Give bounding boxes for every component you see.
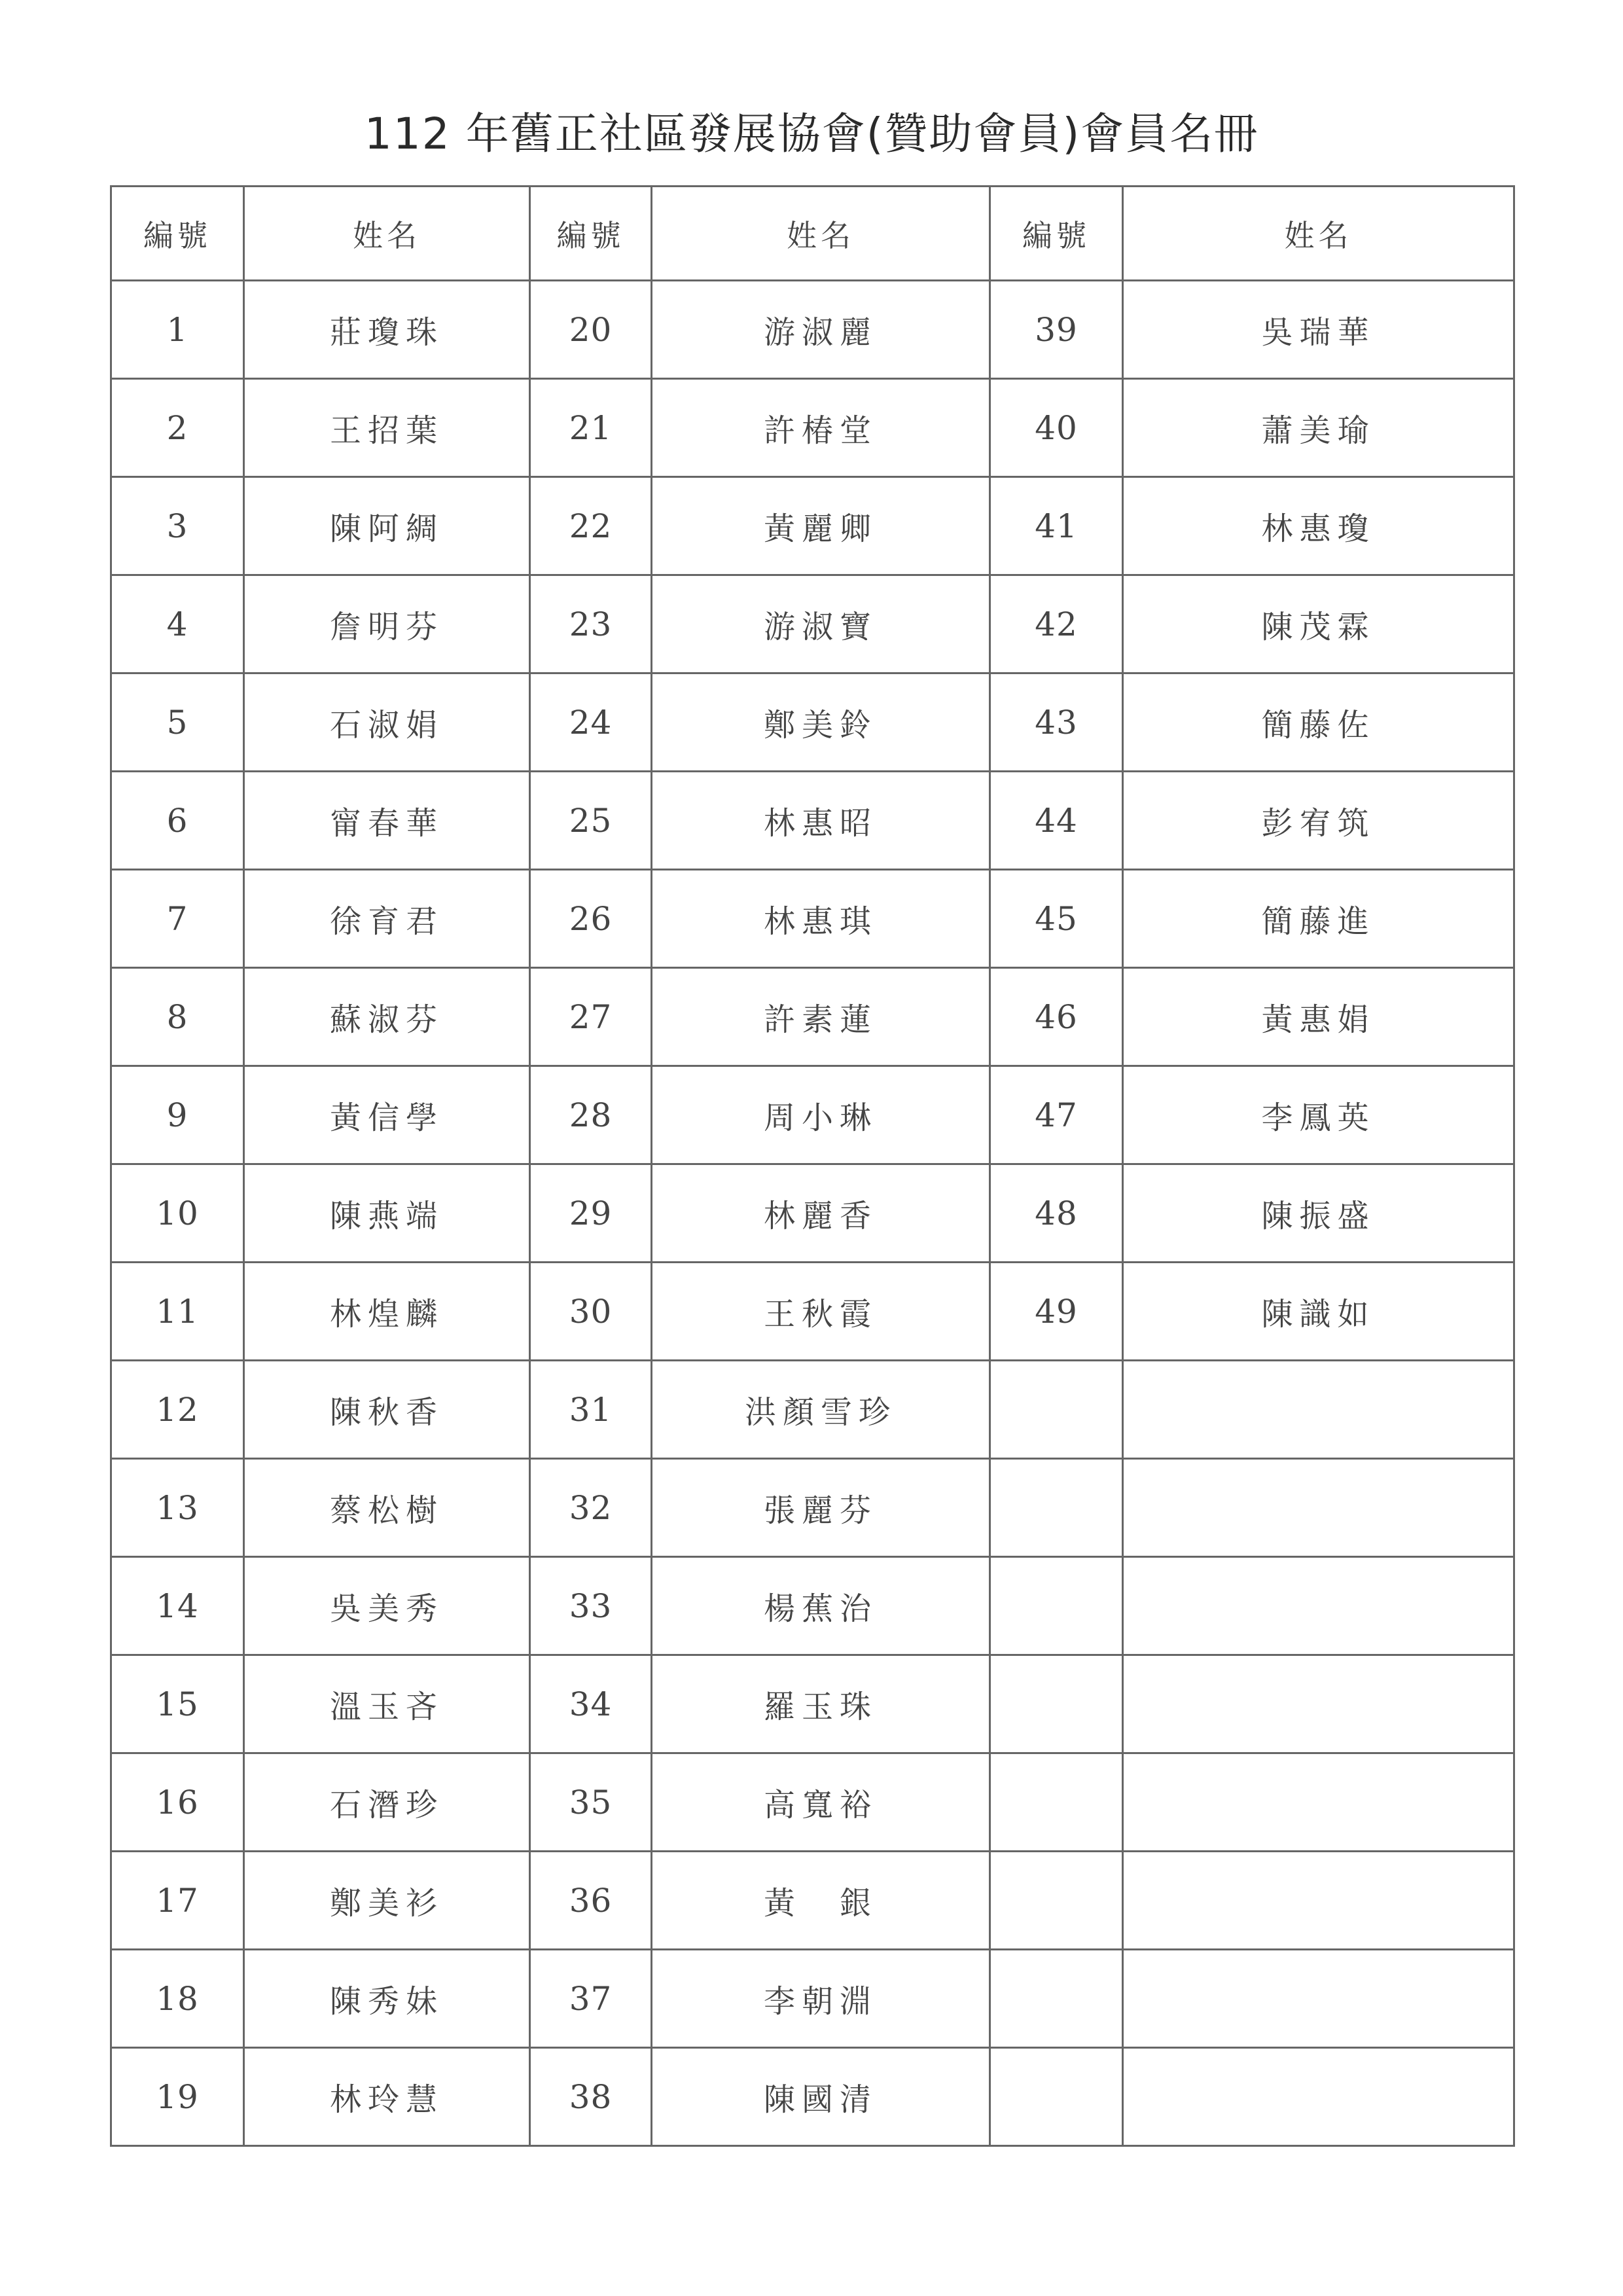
- member-number: 11: [111, 1263, 244, 1361]
- member-name: 林惠昭: [652, 772, 990, 870]
- member-number: 33: [530, 1557, 652, 1655]
- member-name: [1123, 1852, 1514, 1950]
- member-number: 9: [111, 1066, 244, 1164]
- member-number: 30: [530, 1263, 652, 1361]
- member-name: 黃惠娟: [1123, 968, 1514, 1066]
- member-name: 徐育君: [244, 870, 530, 968]
- member-name: 許素蓮: [652, 968, 990, 1066]
- table-row: [111, 379, 1514, 477]
- member-number: 1: [111, 281, 244, 379]
- member-number: 49: [990, 1263, 1123, 1361]
- member-number: 23: [530, 575, 652, 673]
- member-number: 48: [990, 1164, 1123, 1263]
- table-row: [111, 968, 1514, 1066]
- member-name: 詹明芬: [244, 575, 530, 673]
- member-number: 13: [111, 1459, 244, 1557]
- table-row: [111, 1753, 1514, 1852]
- member-name: 游淑麗: [652, 281, 990, 379]
- table-row: [111, 673, 1514, 772]
- member-name: 陳振盛: [1123, 1164, 1514, 1263]
- member-number: [990, 1753, 1123, 1852]
- member-number: 16: [111, 1753, 244, 1852]
- member-number: 18: [111, 1950, 244, 2048]
- member-number: 22: [530, 477, 652, 575]
- member-number: [990, 1459, 1123, 1557]
- member-name: 李鳳英: [1123, 1066, 1514, 1164]
- member-name: 林煌麟: [244, 1263, 530, 1361]
- table-row: [111, 1950, 1514, 2048]
- table-row: [111, 1066, 1514, 1164]
- member-name: 楊蕉治: [652, 1557, 990, 1655]
- member-number: 46: [990, 968, 1123, 1066]
- member-name: 王招葉: [244, 379, 530, 477]
- table-row: [111, 1459, 1514, 1557]
- member-number: 5: [111, 673, 244, 772]
- member-name: 黃 銀: [652, 1852, 990, 1950]
- member-name: 陳秋香: [244, 1361, 530, 1459]
- member-number: 37: [530, 1950, 652, 2048]
- member-number: 43: [990, 673, 1123, 772]
- member-number: 34: [530, 1655, 652, 1753]
- member-number: 15: [111, 1655, 244, 1753]
- member-number: 47: [990, 1066, 1123, 1164]
- table-row: [111, 1263, 1514, 1361]
- member-name: 陳燕端: [244, 1164, 530, 1263]
- table-row: [111, 1361, 1514, 1459]
- member-roster-table: [110, 185, 1515, 2147]
- member-name: 林惠瓊: [1123, 477, 1514, 575]
- member-number: 35: [530, 1753, 652, 1852]
- member-number: 38: [530, 2048, 652, 2146]
- member-name: 張麗芬: [652, 1459, 990, 1557]
- member-name: 溫玉吝: [244, 1655, 530, 1753]
- member-number: [990, 1655, 1123, 1753]
- member-name: 鄭美鈴: [652, 673, 990, 772]
- member-number: 25: [530, 772, 652, 870]
- member-name: 李朝淵: [652, 1950, 990, 2048]
- member-name: 彭宥筑: [1123, 772, 1514, 870]
- member-name: 甯春華: [244, 772, 530, 870]
- table-row: [111, 1852, 1514, 1950]
- member-number: 20: [530, 281, 652, 379]
- member-number: [990, 1557, 1123, 1655]
- table-row: [111, 281, 1514, 379]
- member-name: 周小琳: [652, 1066, 990, 1164]
- member-number: [990, 1361, 1123, 1459]
- member-number: 45: [990, 870, 1123, 968]
- member-number: 12: [111, 1361, 244, 1459]
- member-name: 陳秀妹: [244, 1950, 530, 2048]
- member-name: 林玲慧: [244, 2048, 530, 2146]
- member-name: [1123, 2048, 1514, 2146]
- member-name: 黃信學: [244, 1066, 530, 1164]
- member-number: 10: [111, 1164, 244, 1263]
- member-number: [990, 1852, 1123, 1950]
- header-name: 姓名: [652, 187, 990, 281]
- table-row: [111, 477, 1514, 575]
- member-number: 36: [530, 1852, 652, 1950]
- member-name: 陳識如: [1123, 1263, 1514, 1361]
- member-number: 28: [530, 1066, 652, 1164]
- member-name: 鄭美衫: [244, 1852, 530, 1950]
- document-title: 112 年舊正社區發展協會(贊助會員)會員名冊: [364, 109, 1259, 159]
- member-number: 2: [111, 379, 244, 477]
- table-row: [111, 2048, 1514, 2146]
- member-name: 王秋霞: [652, 1263, 990, 1361]
- header-name: 姓名: [1123, 187, 1514, 281]
- member-number: 31: [530, 1361, 652, 1459]
- member-name: 簡藤進: [1123, 870, 1514, 968]
- member-name: 許椿堂: [652, 379, 990, 477]
- header-name: 姓名: [244, 187, 530, 281]
- member-name: 蘇淑芬: [244, 968, 530, 1066]
- member-name: 吳瑞華: [1123, 281, 1514, 379]
- member-name: 簡藤佐: [1123, 673, 1514, 772]
- member-name: 高寬裕: [652, 1753, 990, 1852]
- table-row: [111, 870, 1514, 968]
- member-name: 洪顏雪珍: [652, 1361, 990, 1459]
- member-name: 莊瓊珠: [244, 281, 530, 379]
- header-number: 編號: [990, 187, 1123, 281]
- member-number: 29: [530, 1164, 652, 1263]
- roster-body: [111, 281, 1514, 2146]
- table-row: [111, 1557, 1514, 1655]
- member-number: 40: [990, 379, 1123, 477]
- header-number: 編號: [111, 187, 244, 281]
- member-number: 42: [990, 575, 1123, 673]
- member-number: 44: [990, 772, 1123, 870]
- member-name: 陳阿綢: [244, 477, 530, 575]
- member-name: [1123, 1361, 1514, 1459]
- table-row: [111, 1164, 1514, 1263]
- member-name: [1123, 1655, 1514, 1753]
- header-number: 編號: [530, 187, 652, 281]
- member-name: 石潛珍: [244, 1753, 530, 1852]
- member-name: 黃麗卿: [652, 477, 990, 575]
- member-name: 吳美秀: [244, 1557, 530, 1655]
- member-name: 羅玉珠: [652, 1655, 990, 1753]
- member-number: 6: [111, 772, 244, 870]
- member-name: 蕭美瑜: [1123, 379, 1514, 477]
- member-number: 41: [990, 477, 1123, 575]
- member-number: 21: [530, 379, 652, 477]
- member-number: [990, 2048, 1123, 2146]
- member-name: [1123, 1950, 1514, 2048]
- member-number: 39: [990, 281, 1123, 379]
- member-name: [1123, 1557, 1514, 1655]
- member-number: 32: [530, 1459, 652, 1557]
- member-name: [1123, 1753, 1514, 1852]
- member-number: 14: [111, 1557, 244, 1655]
- member-name: [1123, 1459, 1514, 1557]
- table-row: [111, 575, 1514, 673]
- member-number: 27: [530, 968, 652, 1066]
- member-number: 17: [111, 1852, 244, 1950]
- member-number: 8: [111, 968, 244, 1066]
- member-name: 林惠琪: [652, 870, 990, 968]
- header-row: [111, 187, 1514, 281]
- table-row: [111, 1655, 1514, 1753]
- member-name: 蔡松樹: [244, 1459, 530, 1557]
- member-number: 26: [530, 870, 652, 968]
- table-row: [111, 772, 1514, 870]
- member-number: 7: [111, 870, 244, 968]
- member-number: 3: [111, 477, 244, 575]
- member-name: 林麗香: [652, 1164, 990, 1263]
- member-number: 24: [530, 673, 652, 772]
- member-name: 游淑寶: [652, 575, 990, 673]
- member-name: 陳茂霖: [1123, 575, 1514, 673]
- member-name: 陳國清: [652, 2048, 990, 2146]
- member-number: 4: [111, 575, 244, 673]
- member-number: [990, 1950, 1123, 2048]
- member-name: 石淑娟: [244, 673, 530, 772]
- member-number: 19: [111, 2048, 244, 2146]
